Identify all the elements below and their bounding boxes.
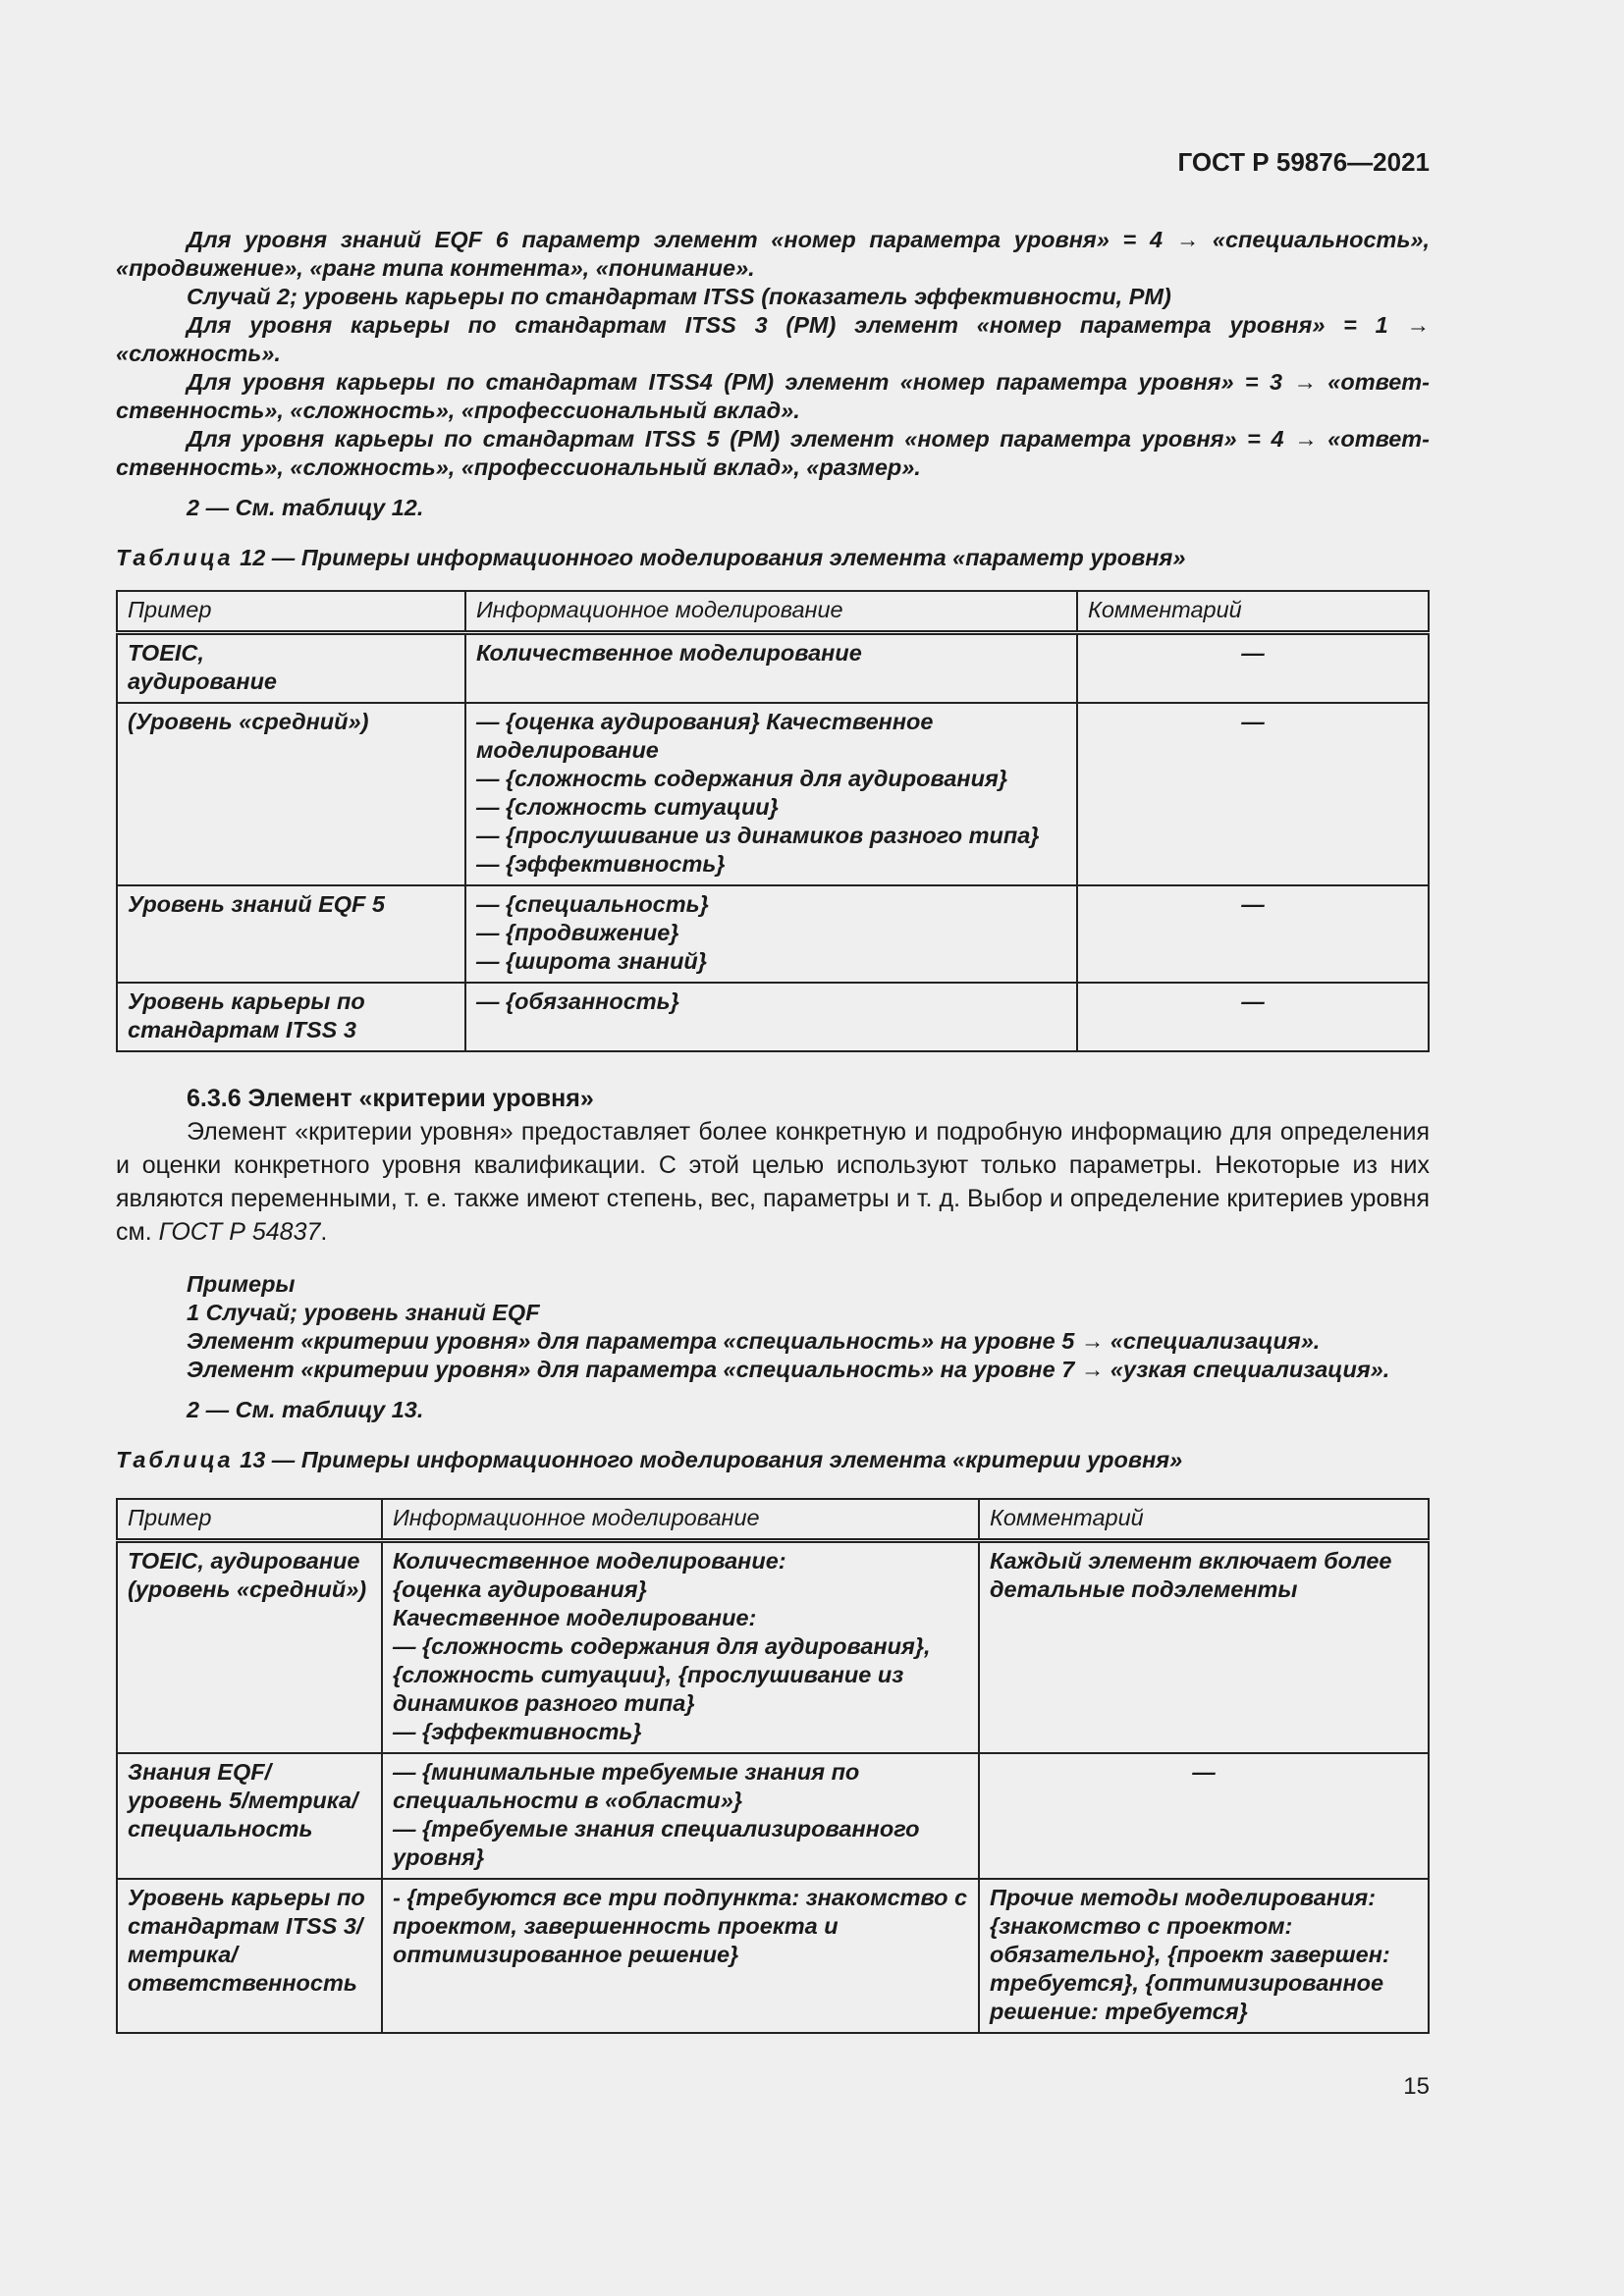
- page-content: [116, 226, 1430, 2034]
- table-13: [116, 1498, 1430, 2034]
- table-row: [117, 983, 1429, 1051]
- cell-comment: —: [1077, 983, 1429, 1051]
- section-6-3-6: [116, 1082, 1430, 1249]
- cell-model: — {обязанность}: [465, 983, 1077, 1051]
- document-id-header: ГОСТ Р 59876—2021: [1177, 147, 1430, 177]
- table-row: [117, 1879, 1429, 2033]
- cell-model: — {специальность} — {продвижение} — {широта знаний}: [465, 885, 1077, 983]
- cell-comment: —: [1077, 633, 1429, 704]
- table-header-row: [117, 1499, 1429, 1541]
- note-line: Элемент «критерии уровня» для параметра «специальность» на уровне 7 → «узкая специализация».: [187, 1357, 1390, 1382]
- see-table-12: 2 — См. таблицу 12.: [187, 495, 424, 520]
- note-line: Случай 2; уровень карьеры по стандартам ITSS (показатель эффективности, PM): [187, 284, 1171, 309]
- cell-comment: —: [1077, 885, 1429, 983]
- table-13-caption: Таблица 13 — Примеры информационного моделирования элемента «критерии уровня»: [116, 1447, 1183, 1472]
- section-title: 6.3.6 Элемент «критерии уровня»: [187, 1085, 594, 1112]
- cell-model: - {требуются все три подпункта: знакомство с проектом, завершенность проекта и оптимизированное решение}: [382, 1879, 979, 2033]
- note-block-2: [116, 1270, 1430, 1424]
- cell-example: Уровень карьеры по стандартам ITSS 3: [117, 983, 465, 1051]
- column-header: Комментарий: [979, 1499, 1429, 1541]
- page-number: 15: [1403, 2073, 1430, 2100]
- note-block-1: [116, 226, 1430, 522]
- table-header-row: [117, 591, 1429, 633]
- cell-comment: Каждый элемент включает более детальные подэлементы: [979, 1541, 1429, 1754]
- cell-model: Количественное моделирование: {оценка аудирования} Качественное моделирование: — {сложность содержания для аудирования}, {сложность ситуации}, {прослушивание из динамиков разного типа} — {эффективность}: [382, 1541, 979, 1754]
- note-line: Для уровня карьеры по стандартам ITSS 5 (PM) элемент «номер параметра уровня» = 4 → «ответ-ственность», «сложность», «профессиональный вклад», «размер».: [116, 426, 1430, 480]
- cell-example: TOEIC, аудирование: [117, 633, 465, 704]
- cell-comment: —: [979, 1753, 1429, 1879]
- cell-comment: Прочие методы моделирования: {знакомство с проектом: обязательно}, {проект завершен: требуется}, {оптимизированное решение: требуется}: [979, 1879, 1429, 2033]
- table-row: [117, 633, 1429, 704]
- standard-reference: ГОСТ Р 54837: [158, 1218, 321, 1246]
- cell-model: — {оценка аудирования} Качественное моделирование — {сложность содержания для аудирования} — {сложность ситуации} — {прослушивание из динамиков разного типа} — {эффективность}: [465, 703, 1077, 885]
- cell-model: — {минимальные требуемые знания по специальности в «области»} — {требуемые знания специализированного уровня}: [382, 1753, 979, 1879]
- table-12: [116, 590, 1430, 1052]
- cell-comment: —: [1077, 703, 1429, 885]
- cell-example: TOEIC, аудирование (уровень «средний»): [117, 1541, 382, 1754]
- cell-example: Знания EQF/ уровень 5/метрика/ специальность: [117, 1753, 382, 1879]
- note-line: 1 Случай; уровень знаний EQF: [187, 1300, 540, 1325]
- table-row: [117, 1541, 1429, 1754]
- section-paragraph: Элемент «критерии уровня» предоставляет более конкретную и подробную информацию для определения и оценки конкретного уровня квалификации. С этой целью используют только параметры. Некоторые из них являются переменными, т. е. также имеют степень, вес, параметры и т. д. Выбор и определение критериев уровня см. ГОСТ Р 54837.: [116, 1118, 1430, 1246]
- see-table-13: 2 — См. таблицу 13.: [187, 1397, 424, 1422]
- column-header: Пример: [117, 1499, 382, 1541]
- cell-model: Количественное моделирование: [465, 633, 1077, 704]
- table-row: [117, 703, 1429, 885]
- cell-example: Уровень знаний EQF 5: [117, 885, 465, 983]
- note-line: Примеры: [187, 1271, 296, 1297]
- table-row: [117, 885, 1429, 983]
- note-line: Для уровня карьеры по стандартам ITSS4 (PM) элемент «номер параметра уровня» = 3 → «ответ-ственность», «сложность», «профессиональный вклад».: [116, 369, 1430, 423]
- table-row: [117, 1753, 1429, 1879]
- cell-example: (Уровень «средний»): [117, 703, 465, 885]
- column-header: Пример: [117, 591, 465, 633]
- note-line: Элемент «критерии уровня» для параметра «специальность» на уровне 5 → «специализация».: [187, 1328, 1321, 1354]
- column-header: Информационное моделирование: [382, 1499, 979, 1541]
- note-line: Для уровня знаний EQF 6 параметр элемент «номер параметра уровня» = 4 → «специальность», «продвижение», «ранг типа контента», «понимание».: [116, 227, 1430, 281]
- column-header: Комментарий: [1077, 591, 1429, 633]
- cell-example: Уровень карьеры по стандартам ITSS 3/метрика/ ответственность: [117, 1879, 382, 2033]
- table-12-caption: Таблица 12 — Примеры информационного моделирования элемента «параметр уровня»: [116, 545, 1186, 570]
- note-line: Для уровня карьеры по стандартам ITSS 3 (PM) элемент «номер параметра уровня» = 1 → «сложность».: [116, 312, 1430, 366]
- column-header: Информационное моделирование: [465, 591, 1077, 633]
